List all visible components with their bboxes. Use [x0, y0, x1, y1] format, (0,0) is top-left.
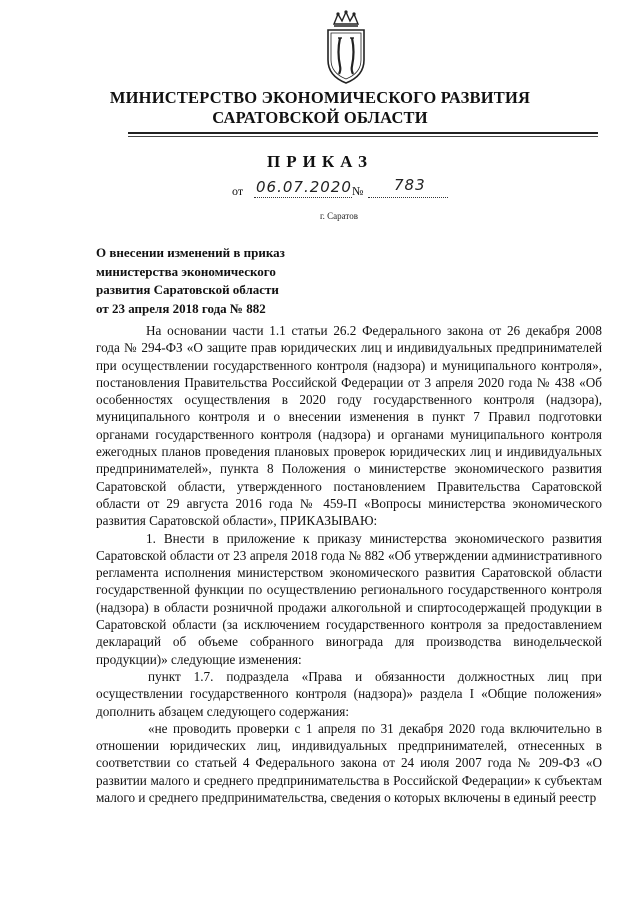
body-paragraph-1: На основании части 1.1 статьи 26.2 Федерального закона от 26 декабря 2008 года № 294-ФЗ «О защите прав юридических лиц и индивидуальных предпринимателей при осуществлении государственного контроля (надзора) и муниципального контроля», постановления Правительства Российской Федерации от 3 апреля 2020 года № 438 «Об особенностях осуществления в 2020 году государственного контроля (надзора), муниципального контроля и о внесении изменения в пункт 7 Правил подготовки органами государственного контроля (надзора) и органами муниципального контроля ежегодных планов проведения плановых проверок юридических лиц и индивидуальных предпринимателей», пункта 8 Положения о министерстве экономического развития Саратовской области, утвержденного постановлением Правительства Саратовской области от 29 августа 2016 года № 459-П «Вопросы министерства экономического развития Саратовской области», ПРИКАЗЫВАЮ: [96, 323, 602, 529]
number-prefix: № [352, 184, 364, 198]
order-body [96, 322, 602, 806]
ministry-name [0, 88, 640, 128]
order-number: 783 [394, 176, 426, 194]
subject-line4: от 23 апреля 2018 года № 882 [96, 300, 266, 316]
header-divider-thin [128, 136, 598, 137]
body-paragraph-2: 1. Внести в приложение к приказу министерства экономического развития Саратовской области от 23 апреля 2018 года № 882 «Об утверждении административного регламента исполнения министерством экономического развития Саратовской области государственной функции по осуществлению регионального государственного контроля (надзора) в области розничной продажи алкогольной и спиртосодержащей продукции в Саратовской области (за исключением государственного контроля за предоставлением деклараций об объеме собранного винограда для производства винодельческой продукции)» следующие изменения: [96, 530, 602, 667]
order-title: ПРИКАЗ [267, 152, 373, 171]
subject-line1: О внесении изменений в приказ [96, 245, 285, 260]
order-date: 06.07.2020 [256, 178, 352, 196]
number-underline [368, 197, 448, 198]
date-underline [254, 197, 352, 198]
saratov-coat-of-arms-icon [318, 10, 374, 86]
ministry-name-line1: МИНИСТЕРСТВО ЭКОНОМИЧЕСКОГО РАЗВИТИЯ [109, 88, 531, 107]
body-paragraph-4: «не проводить проверки с 1 апреля по 31 декабря 2020 года включительно в отношении юридических лиц, индивидуальных предпринимателей, отнесенных в соответствии со статьей 4 Федерального закона от 24 июля 2007 года № 209-ФЗ «О развитии малого и среднего предпринимательства в Российской Федерации» к субъектам малого и среднего предпринимательства, сведения о которых включены в единый реестр [96, 720, 602, 806]
body-paragraph-3: пункт 1.7. подраздела «Права и обязанности должностных лиц при осуществлении государственного контроля (надзора)» раздела I «Общие положения» дополнить абзацем следующего содержания: [96, 668, 602, 719]
date-prefix: от [232, 184, 244, 198]
order-subject [96, 244, 396, 318]
subject-line2: министерства экономического [96, 263, 276, 279]
order-date-number-line [232, 176, 452, 198]
header-divider-thick [128, 132, 598, 134]
city-label: г. Саратов [320, 211, 358, 221]
ministry-name-line2: САРАТОВСКОЙ ОБЛАСТИ [212, 108, 428, 127]
subject-line3: развития Саратовской области [96, 282, 279, 297]
